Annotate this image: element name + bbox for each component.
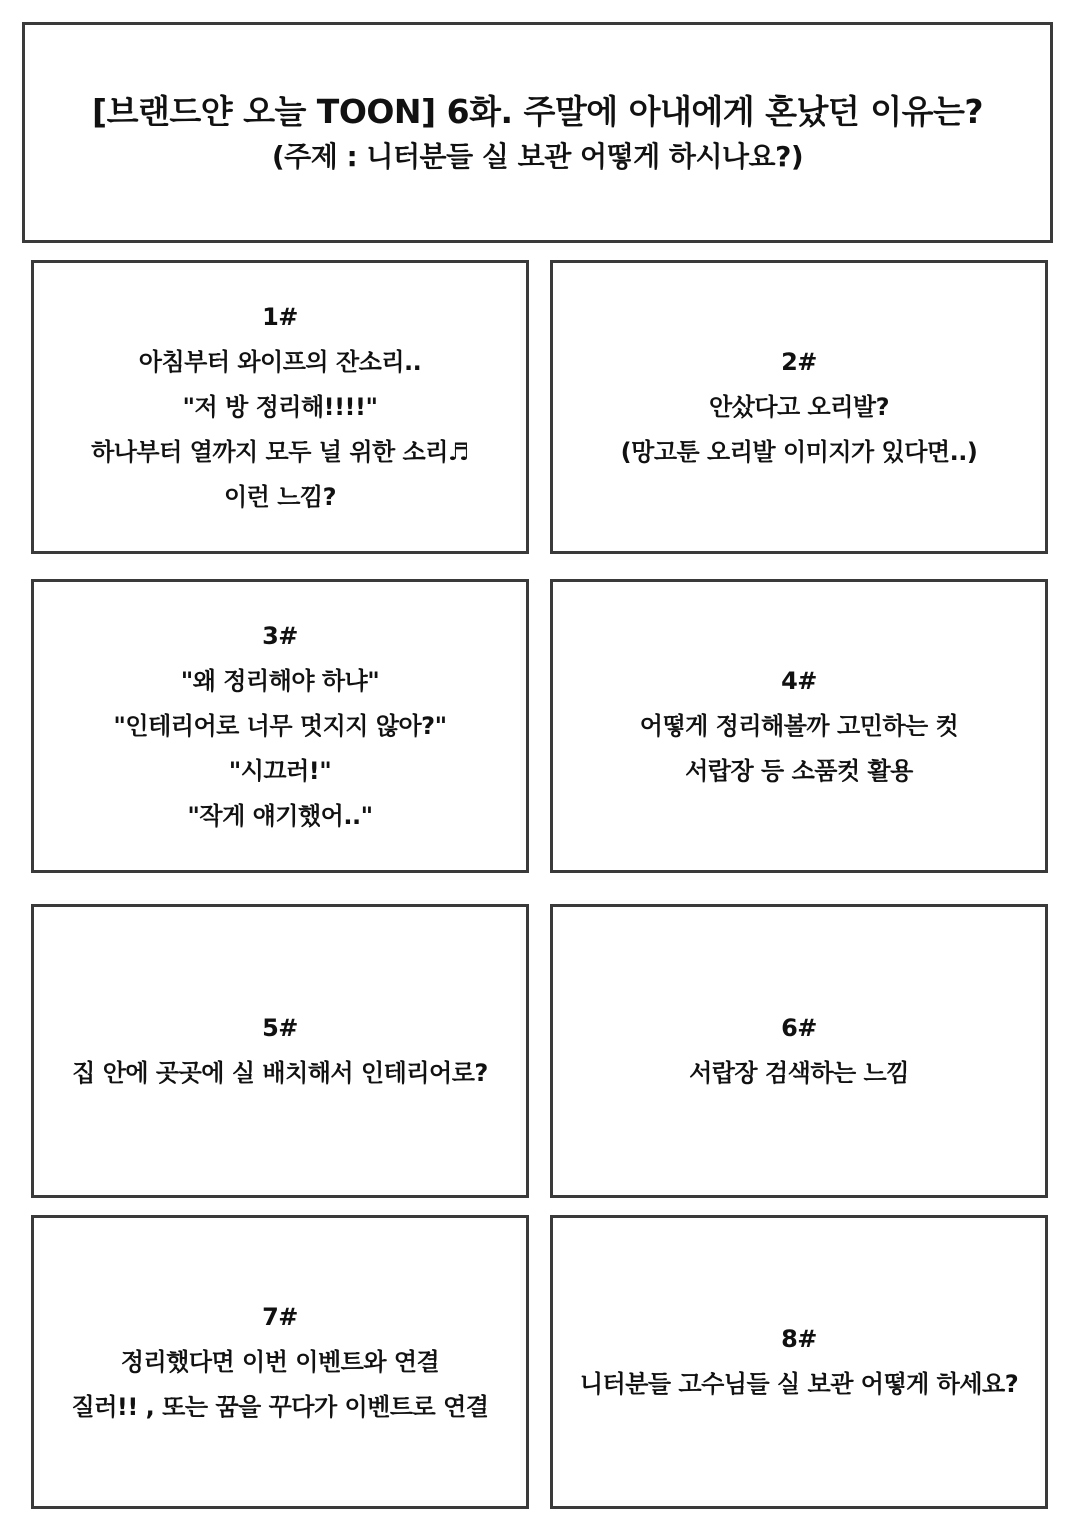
- panel-line: (망고툰 오리발 이미지가 있다면..): [620, 437, 978, 466]
- panel-line: 안샀다고 오리발?: [708, 392, 890, 421]
- panel-line: 서랍장 등 소품컷 활용: [685, 756, 913, 785]
- page-title: [브랜드얀 오늘 TOON] 6화. 주말에 아내에게 혼났던 이유는?: [91, 91, 984, 131]
- panel-number: 1#: [262, 302, 298, 331]
- title-box: [22, 22, 1053, 243]
- panel-line: 하나부터 열까지 모두 널 위한 소리♬: [91, 437, 469, 466]
- panel-line: 아침부터 와이프의 잔소리..: [138, 347, 422, 376]
- panel-line: 집 안에 곳곳에 실 배치해서 인테리어로?: [72, 1059, 488, 1087]
- panel-line: 질러!! , 또는 꿈을 꾸다가 이벤트로 연결: [71, 1392, 489, 1421]
- panel-number: 2#: [781, 347, 817, 376]
- panel-6: [550, 904, 1048, 1198]
- panel-8: [550, 1215, 1048, 1509]
- panel-line: 이런 느낌?: [223, 482, 336, 511]
- panel-line: 니터분들 고수님들 실 보관 어떻게 하세요?: [579, 1370, 1019, 1398]
- panel-7: [31, 1215, 529, 1509]
- panel-line: "작게 얘기했어..": [187, 801, 373, 830]
- panel-line: "시끄러!": [228, 756, 332, 785]
- panel-number: 4#: [781, 666, 817, 695]
- panel-5: [31, 904, 529, 1198]
- panel-number: 6#: [781, 1014, 817, 1042]
- panel-number: 8#: [781, 1325, 817, 1353]
- panel-line: 정리했다면 이번 이벤트와 연결: [120, 1347, 440, 1376]
- panel-line: "인테리어로 너무 멋지지 않아?": [113, 711, 447, 740]
- panel-3: [31, 579, 529, 873]
- panel-number: 5#: [262, 1014, 298, 1042]
- panel-number: 7#: [262, 1302, 298, 1331]
- panel-2: [550, 260, 1048, 554]
- panel-4: [550, 579, 1048, 873]
- panel-line: 서랍장 검색하는 느낌: [689, 1059, 909, 1087]
- panel-line: "저 방 정리해!!!!": [182, 392, 378, 421]
- page-subtitle: (주제 : 니터분들 실 보관 어떻게 하시나요?): [271, 139, 804, 173]
- panel-line: 어떻게 정리해볼까 고민하는 컷: [639, 711, 959, 740]
- panel-line: "왜 정리해야 하냐": [180, 666, 380, 695]
- panel-number: 3#: [262, 621, 298, 650]
- panel-1: [31, 260, 529, 554]
